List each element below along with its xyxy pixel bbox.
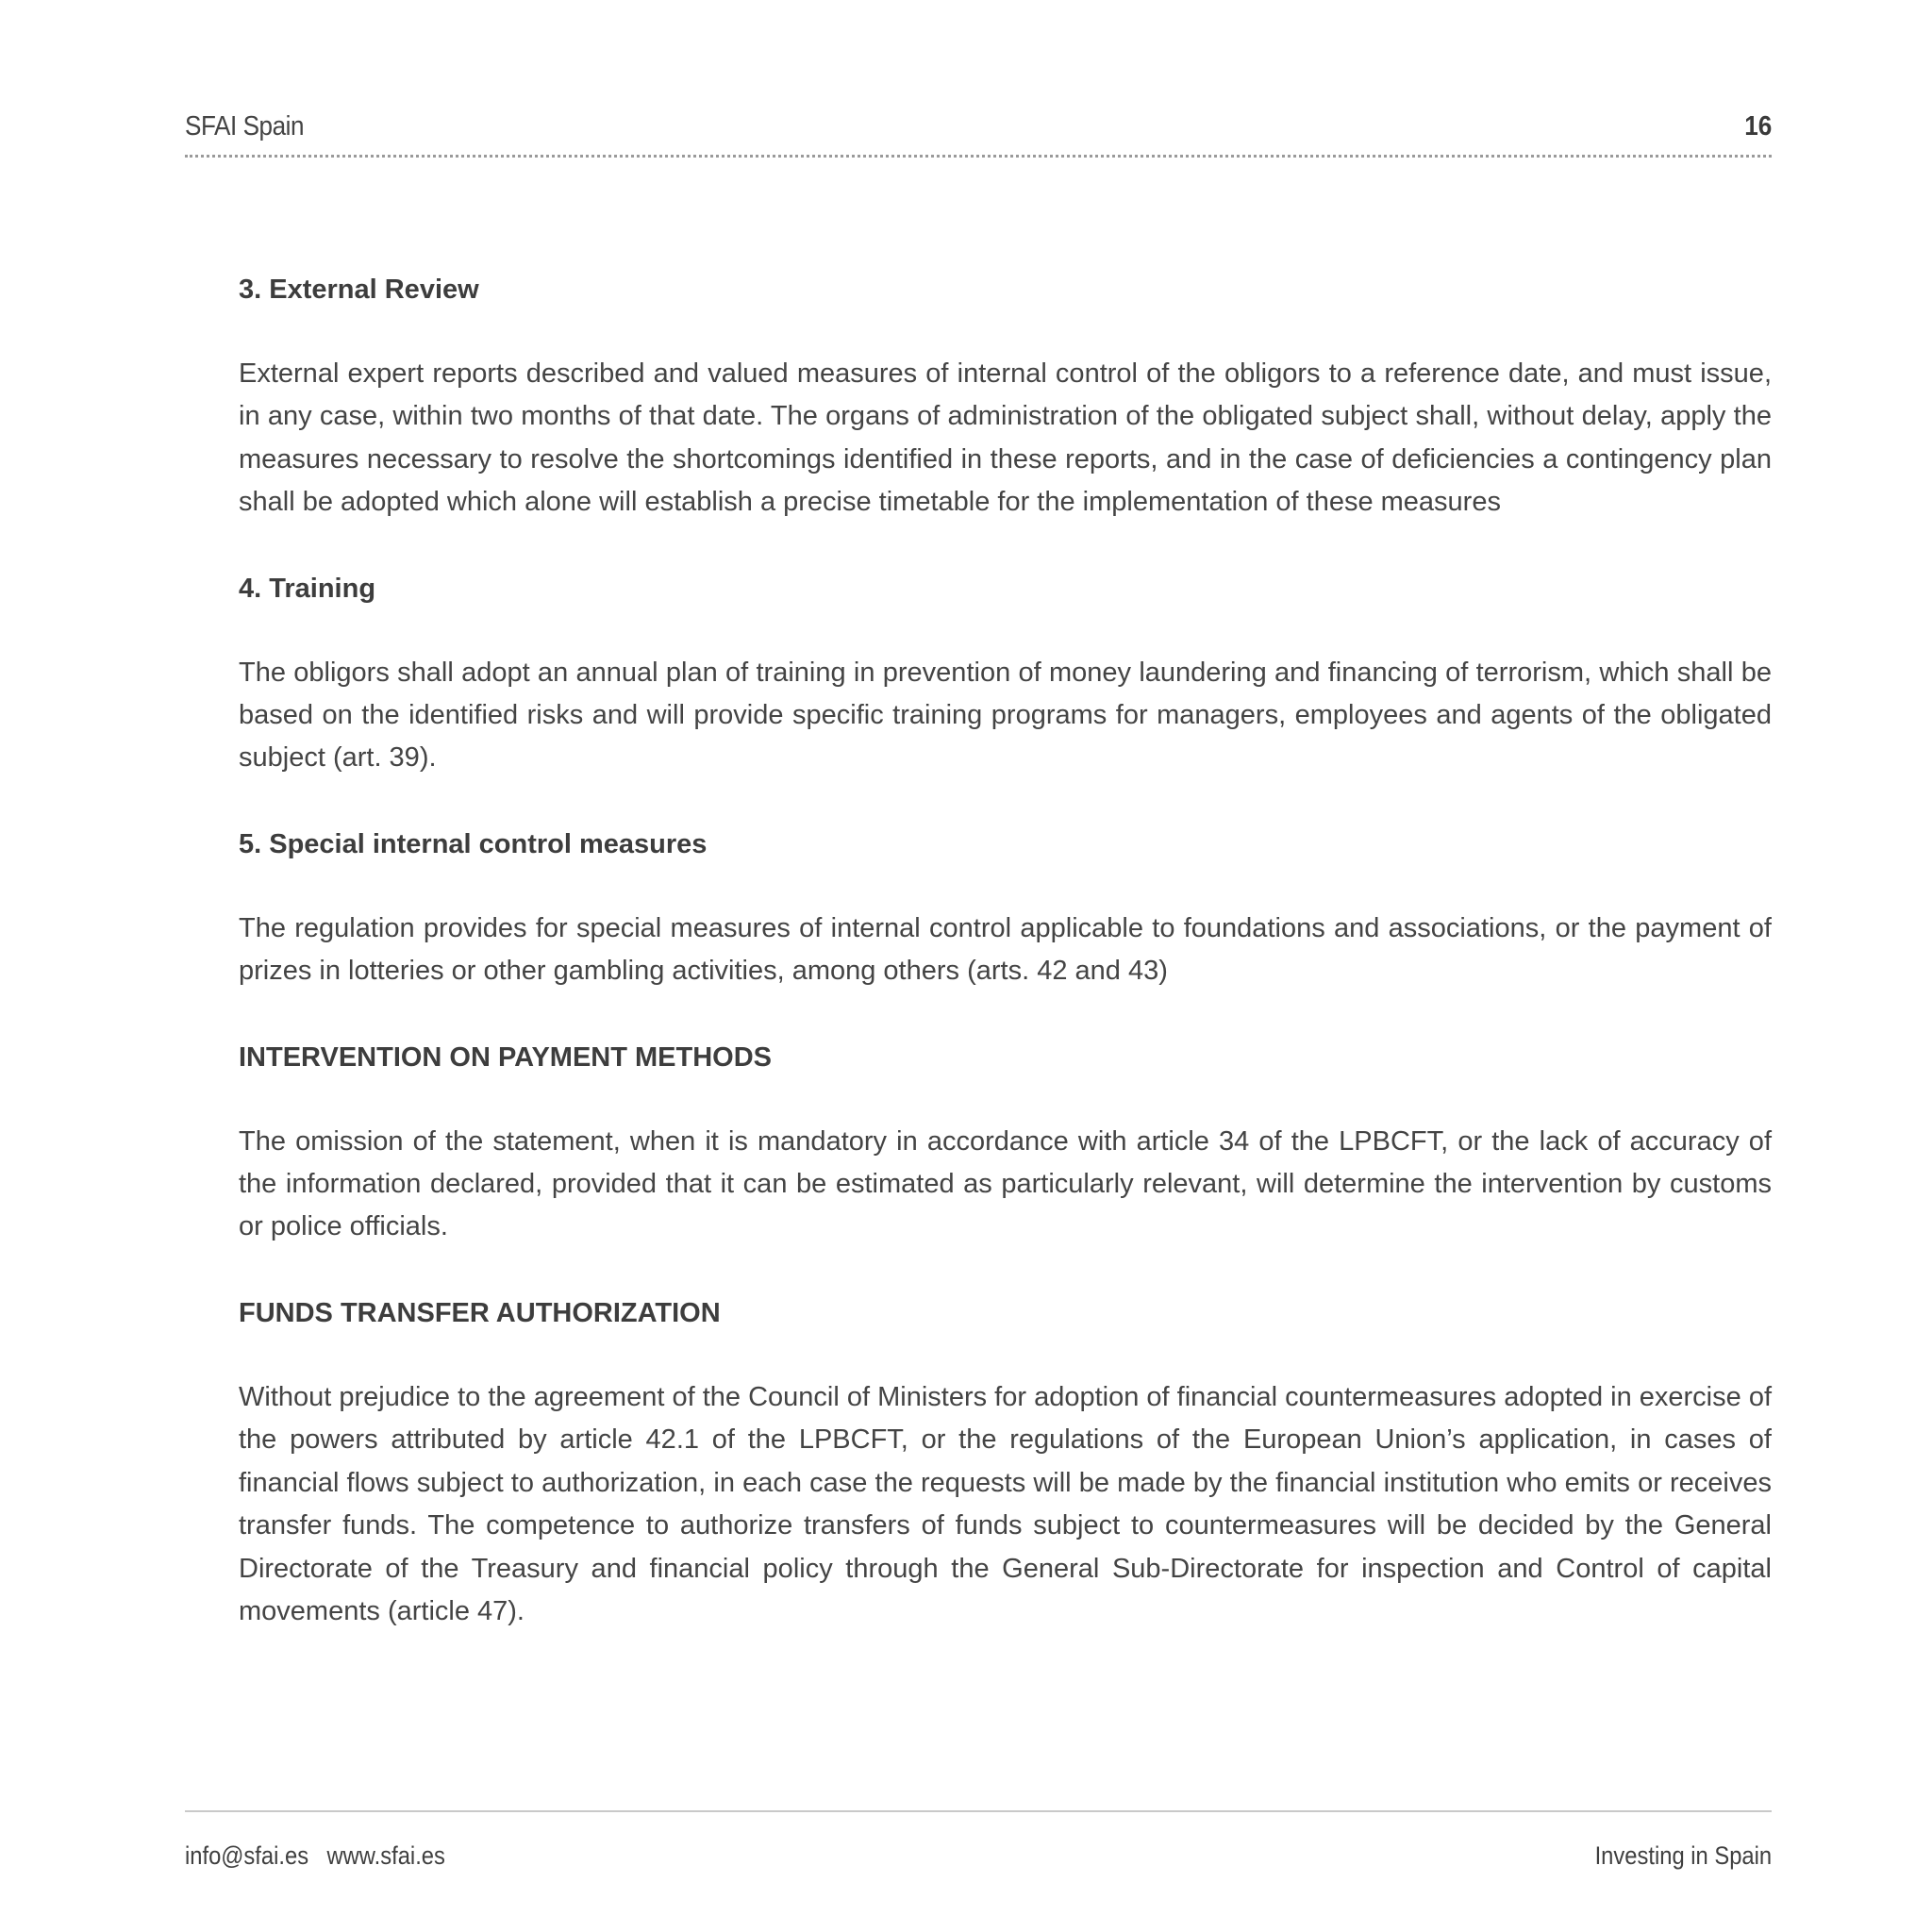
section-training bbox=[239, 567, 1772, 780]
section-heading: 4. Training bbox=[239, 573, 376, 604]
section-heading: FUNDS TRANSFER AUTHORIZATION bbox=[239, 1297, 721, 1328]
section-special-control-measures bbox=[239, 823, 1772, 993]
email-link[interactable]: info@sfai.es bbox=[185, 1841, 309, 1870]
page-header bbox=[185, 106, 1772, 143]
document-body bbox=[239, 268, 1772, 1675]
section-heading: INTERVENTION ON PAYMENT METHODS bbox=[239, 1041, 773, 1073]
page-footer bbox=[185, 1841, 1772, 1875]
page-number: 16 bbox=[1743, 111, 1772, 142]
footer-contact bbox=[185, 1841, 445, 1871]
section-heading: 3. External Review bbox=[239, 275, 479, 305]
header-divider bbox=[185, 155, 1772, 158]
brand-name: SFAI Spain bbox=[185, 111, 305, 142]
section-paragraph: External expert reports described and valued measures of internal control of the obligors to a reference date, and must issue, in any case, within two months of that date. The organs of administration of the obligated subject shall, without delay, apply the measures necessary to resolve the shortcomings identified in these reports, and in the case of deficiencies a contingency plan shall be adopted which alone will establish a precise timetable for the implementation of these measures bbox=[239, 358, 1772, 518]
section-heading: 5. Special internal control measures bbox=[239, 828, 708, 859]
section-paragraph: The regulation provides for special measures of internal control applicable to foundations and associations, or the payment of prizes in lotteries or other gambling activities, among others (arts. 42 and 43) bbox=[239, 912, 1772, 987]
section-paragraph: Without prejudice to the agreement of the Council of Ministers for adoption of financial countermeasures adopted in exercise of the powers attributed by article 42.1 of the LPBCFT, or the regulations of the European Union’s application, in cases of financial flows subject to authorization, in each case the requests will be made by the financial institution who emits or receives transfer funds. The competence to authorize transfers of funds subject to countermeasures will be decided by the General Directorate of the Treasury and financial policy through the General Sub-Directorate for inspection and Control of capital movements (article 47). bbox=[239, 1381, 1772, 1626]
section-funds-transfer-authorization bbox=[239, 1291, 1772, 1633]
section-external-review bbox=[239, 268, 1772, 525]
website-link[interactable]: www.sfai.es bbox=[326, 1841, 445, 1870]
section-paragraph: The obligors shall adopt an annual plan of training in prevention of money laundering and financing of terrorism, which shall be based on the identified risks and will provide specific training programs for managers, employees and agents of the obligated subject (art. 39). bbox=[239, 657, 1772, 774]
section-intervention-payment-methods bbox=[239, 1036, 1772, 1249]
section-paragraph: The omission of the statement, when it is mandatory in accordance with article 34 of the LPBCFT, or the lack of accuracy of the information declared, provided that it can be estimated as particularly relevant, will determine the intervention by customs or police officials. bbox=[239, 1125, 1772, 1242]
footer-tagline: Investing in Spain bbox=[1594, 1841, 1772, 1870]
footer-divider bbox=[185, 1810, 1772, 1812]
